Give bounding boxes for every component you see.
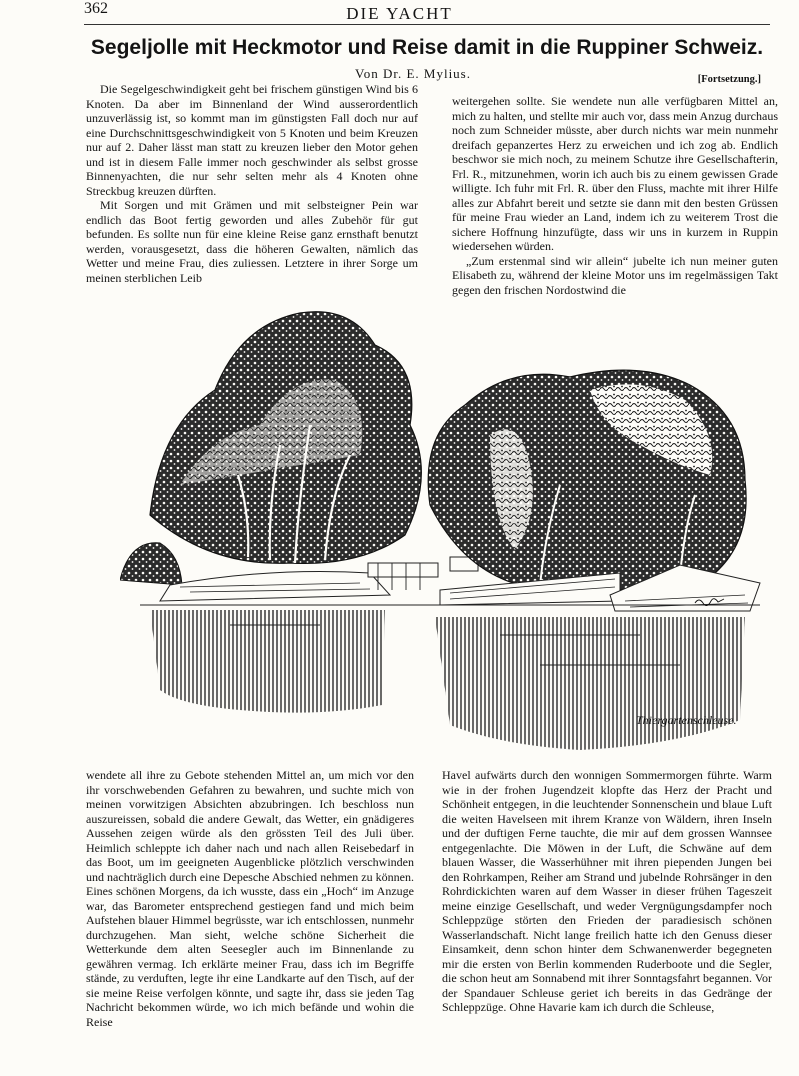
column-top-right (452, 94, 778, 297)
column-top-left (86, 82, 418, 285)
column-bottom-left (86, 768, 414, 1029)
continued-label: [Fortsetzung.] (697, 74, 761, 85)
paragraph: weitergehen sollte. Sie wendete nun alle verfügbaren Mittel an, mich zu halten, und stellte mir auch vor, dass mein Anzug durchaus noch zum Schneider müsste, aber durch nichts war mein nunmehr dreifach gepanzertes Herz zu erweichen und ich zog ab. Endlich beschwor sie mich noch, zu meinem Schutze ihre Gesellschafterin, Frl. R., mitzunehmen, worin ich auch bis zu einem gewissen Grade willigte. Ich fuhr mit Frl. R. über den Fluss, machte mit ihrer Hilfe alles zur Abfahrt bereit und setzte sie dann mit den besten Grüssen für meine Frau wieder an Land, indem ich zu weiterem Trost die sichere Hoffnung hinzufügte, dass wir uns in kurzem in Ruppin wiedersehen würden. (452, 94, 778, 253)
lock-bridge (368, 563, 438, 577)
paragraph: Mit Sorgen und mit Grämen und mit selbsteigner Pein war endlich das Boot fertig geworden und alles Zubehör für gut befunden. Es sollte nun für eine kleine Reise ganz ernsthaft benutzt werden, vorausgesetzt, dass die höheren Gewalten, nämlich das Wetter und meine Frau, dies zuliessen. Letztere in ihrer Sorge um meinen sterblichen Leib (86, 198, 418, 285)
column-bottom-right (442, 768, 772, 1015)
lock-landscape-illustration (120, 305, 770, 760)
left-shrubs (120, 543, 182, 585)
header-rule (84, 24, 770, 25)
article-byline: Von Dr. E. Mylius. (355, 66, 471, 81)
article-title: Segeljolle mit Heckmotor und Reise damit in die Ruppiner Schweiz. (90, 36, 764, 59)
running-head: DIE YACHT (346, 4, 453, 23)
page-number: 362 (84, 0, 108, 17)
paragraph: Havel aufwärts durch den wonnigen Sommermorgen führte. Warm wie in der frohen Jugendzeit klopfte das Herz der Pracht und Schönheit entgegen, in die leuchtender Sonnenschein und blaue Luft die weiten Havelseen mit ihrem Kranze von Wäldern, ihren Inseln und der duftigen Ferne tauchte, die mir auf dem grossen Wannsee entgegenlachte. Die Möwen in der Luft, die Schwäne auf dem blauen Wasser, die Wasserhühner mit ihren piependen Jungen bei den Rohrkampen, Reiher am Strand und jubelnde Rohrsänger in den Rohrdickichten waren auf dem Wasser in dieser frühen Tageszeit meine einzige Gesellschaft, und weder Vergnügungsdampfer noch Schleppzüge störten den Frieden der paradiesisch schönen Wasserlandschaft. Nicht lange freilich hatte ich den Genuss dieser Einsamkeit, denn schon hinter dem Schwanenwerder begegneten mir die ersten von Berlin kommenden Ruderboote und die Segler, die schon heut am Sonnabend mit ihrer Sonntagsfahrt begannen. Vor der Spandauer Schleuse geriet ich bereits in das Gedränge der Schleppzüge. Ohne Havarie kam ich durch die Schleuse, (442, 768, 772, 1014)
right-tree-canopy (428, 370, 746, 591)
paragraph: wendete all ihre zu Gebote stehenden Mittel an, um mich vor den ihr vorschwebenden Gefahren zu bewahren, und suchte mich von meinen vorwitzigen Absichten abzubringen. Ich beschloss nun auszureissen, sobald die andere Gewalt, das Wetter, ein gnädigeres Aussehen zeigen würde als den grössten Teil des Juli über. Heimlich schleppte ich daher nach und nach allen Reisebedarf in das Boot, um im geeigneten Augenblicke plötzlich verschwinden und nachträglich durch eine Depesche Abschied nehmen zu können. Eines schönen Morgens, da ich wusste, dass ein „Hoch“ im Anzuge war, das Barometer entsprechend gestiegen fand und mich beim Aufstehen blauer Himmel begrüsste, war ich entschlossen, nunmehr durchzugehen. Man sieht, welche schöne Sicherheit die Wetterkunde dem alten Seesegler auch im Binnenlande zu gewähren vermag. Ich erklärte meiner Frau, dass ich im Begriffe stände, zu verduften, legte ihr eine Landkarte auf den Tisch, auf der sie meine Reise verfolgen könnte, und sagte ihr, dass sie jeden Tag Nachricht bekommen würde, wo ich mich befände und wohin die Reise (86, 768, 414, 1029)
illustration-caption: Thiergartenschleuse. (636, 713, 737, 727)
water-reflection-right (435, 617, 745, 750)
paragraph: Die Segelgeschwindigkeit geht bei frischem günstigen Wind bis 6 Knoten. Da aber im Binnenland der Wind ausserordentlich unzuverlässig ist, so kommt man im günstigsten Fall doch nur auf eine Durchschnittsgeschwindigkeit von 5 Knoten und beim Kreuzen nur auf 2. Daher lässt man statt zu kreuzen lieber den Motor gehen und ist in diesem Falle immer noch geschwinder als selbst grosse Binnenyachten, die nur sehr selten mehr als 4 Knoten ohne Streckbug kreuzen dürften. (86, 82, 418, 198)
paragraph: „Zum erstenmal sind wir allein“ jubelte ich nun meiner guten Elisabeth zu, während der kleine Motor uns im regelmässigen Takt gegen den frischen Nordostwind die (452, 253, 778, 297)
